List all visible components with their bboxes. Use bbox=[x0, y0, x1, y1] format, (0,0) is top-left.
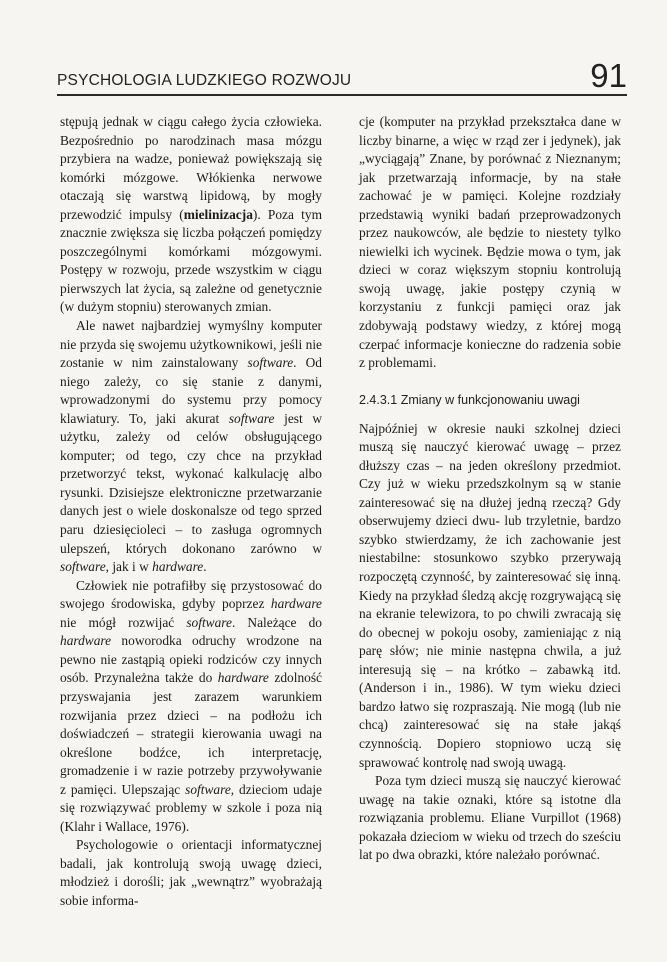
paragraph: Człowiek nie potrafiłby się przystosować do swojego środowiska, gdyby poprzez hardware nie mógł rozwijać software. Należące do hardware noworodka odruchy wrodzone na pewno nie zastąpią opieki rodziców czy innych osób. Przynależna także do hardware zdolność przyswajania jest zarazem warunkiem rozwijania przez dzieci – na podłożu ich doświadczeń – strategii kierowania uwagi na określone bodźce, ich interpretację, gromadzenie i w razie potrzeby przywoływanie z pamięci. Ulepszając software, dzieciom udaje się rozwiązywać problemy w szkole i poza nią (Klahr i Wallace, 1976). bbox=[60, 577, 322, 834]
paragraph: Najpóźniej w okresie nauki szkolnej dzieci muszą się nauczyć kierować uwagę – przez dłuższy czas – na jeden określony przedmiot. Czy już w wieku przedszkolnym są w stanie zainteresować się na dłużej jedną rzeczą? Gdy obserwujemy dzieci dwu- lub trzyletnie, bardzo szybko stwierdzamy, że ich zachowanie jest niestabilne: stosunkowo szybko przerywają rozpoczętą czynność, by zainteresować się inną. Kiedy na przykład śledzą akcję rozgrywającą się na ekranie telewizora, to po chwili zwracają się do obecnej w pokoju osoby, zamieniając z nią parę słów; nie minie następna chwila, a już interesują się – na krótko – zabawką itd. (Anderson i in., 1986). W tym wieku dzieci bardzo łatwo się rozpraszają. Nie mogą (lub nie chcą) zainteresować się na stałe jakąś czynnością. Dopiero stopniowo uczą się sprawować kontrolę nad swoją uwagą. bbox=[359, 420, 621, 770]
paragraph: Poza tym dzieci muszą się nauczyć kierować uwagę na takie oznaki, które są istotne dla rozwiązania problemu. Eliane Vurpillot (1968) pokazała dzieciom w wieku od trzech do sześciu lat po dwa obrazki, które należało porównać. bbox=[359, 773, 621, 863]
paragraph: stępują jednak w ciągu całego życia człowieka. Bezpośrednio po narodzinach masa mózgu przybiera na wadze, ponieważ powiększają się komórki mózgowe. Włókienka nerwowe otaczają się warstwą lipidową, by mogły przewodzić impulsy (mielinizacja). Poza tym znacznie zwiększa się liczba połączeń pomiędzy poszczególnymi komórkami mózgowymi. Postępy w rozwoju, przede wszystkim w ciągu pierwszych lat życia, są zależne od genetycznie (w dużym stopniu) sterowanych zmian. bbox=[60, 114, 322, 315]
left-column bbox=[60, 113, 322, 911]
paragraph: Psychologowie o orientacji informatycznej badali, jak kontrolują swoją uwagę dzieci, młodzież i dorośli; jak „wewnątrz” wyobrażają sobie informa- bbox=[60, 837, 322, 908]
paragraph: cje (komputer na przykład przekształca dane w liczby binarne, a więc w rząd zer i jedynek), jak „wyciągają” Znane, by porównać z Nieznanym; jak przetwarzają informacje, by na stałe zachować je w pamięci. Kolejne rozdziały przedstawią wyniki badań przeprowadzonych przez naukowców, ale będzie to niestety tylko niewielki ich wycinek. Będzie mowa o tym, jak dzieci w coraz większym stopniu kontrolują swoją uwagę, jakie postępy czynią w korzystaniu z funkcji pamięci oraz jak zdobywają podstawy wiedzy, z której mogą czerpać informacje konieczne do radzenia sobie z problemami. bbox=[359, 114, 621, 371]
running-title: PSYCHOLOGIA LUDZKIEGO ROZWOJU bbox=[57, 72, 352, 89]
right-column bbox=[359, 113, 621, 865]
page-header bbox=[57, 54, 627, 96]
bold-term: mielinizacja bbox=[183, 206, 253, 222]
page-number: 91 bbox=[590, 57, 627, 94]
section-heading: 2.4.3.1 Zmiany w funkcjonowaniu uwagi bbox=[359, 392, 580, 407]
paragraph: Ale nawet najbardziej wymyślny komputer nie przyda się swojemu użytkownikowi, jeśli nie zostanie w nim zainstalowany software. Od niego zależy, co się stanie z danymi, wprowadzonymi do systemu przy pomocy klawiatury. To, jaki akurat software jest w użytku, zależy od celów obsługującego komputer; od tego, czy chce na przykład przetworzyć tekst, wykonać kalkulację albo rysunki. Dzisiejsze elektroniczne przetwarzanie danych jest o wiele doskonalsze od tego sprzed paru dziesięcioleci – to zasługa ogromnych ulepszeń, których dokonano zarówno w software, jak i w hardware. bbox=[60, 318, 322, 575]
